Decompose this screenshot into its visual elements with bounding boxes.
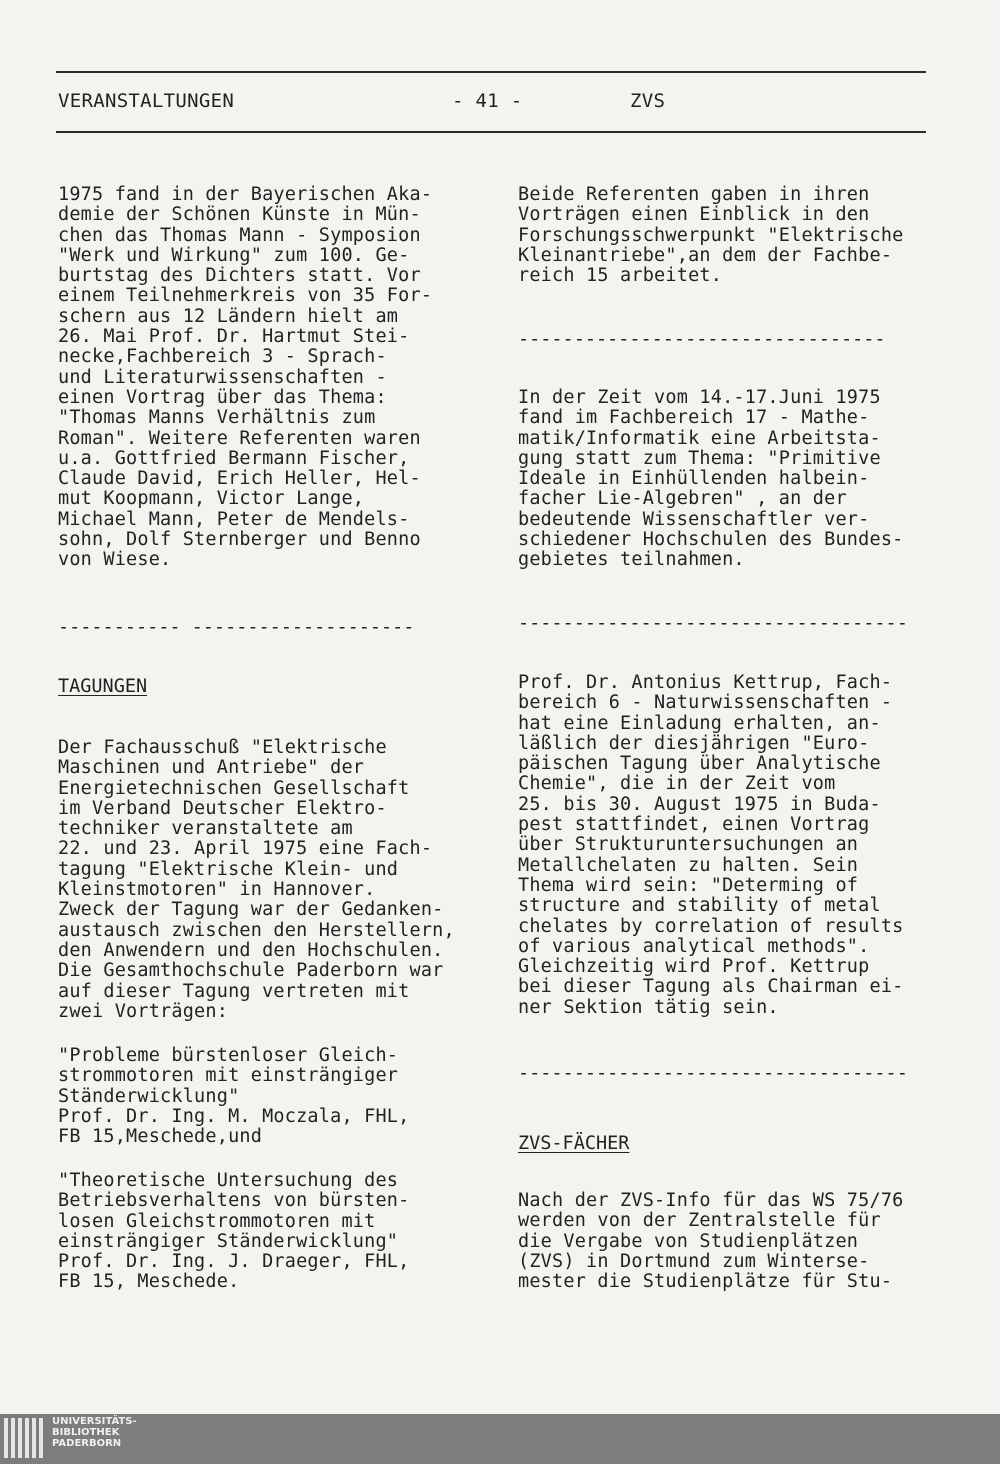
heading-tagungen: TAGUNGEN <box>58 676 148 697</box>
heading-zvs-faecher: ZVS-FÄCHER <box>518 1133 630 1154</box>
separator-line: ----------- -------------------- <box>58 617 415 638</box>
lecture-draeger: "Theoretische Untersuchung des Betriebsverhaltens von bürsten- losen Gleichstrommotoren mit einsträngiger Ständerwicklung" Prof. Dr. Ing. J. Draeger, FHL, FB 15, Meschede. <box>58 1170 410 1293</box>
separator-line: ----------------------------------- <box>518 613 908 634</box>
library-footer-bar <box>0 1414 1000 1464</box>
article-thomas-mann-symposion: 1975 fand in der Bayerischen Aka- demie der Schönen Künste in Mün- chen das Thomas Mann - Symposion "Werk und Wirkung" zum 100. Ge- burtstag des Dichters statt. Vor einem Teilnehmerkreis von 35 For- schern aus 12 Ländern hielt am 26. Mai Prof. Dr. Hartmut Stei- necke,Fachbereich 3 - Sprach- und Literaturwissenschaften - einen Vortrag über das Thema: "Thomas Manns Verhältnis zum Roman". Weitere Referenten waren u.a. Gottfried Bermann Fischer, Claude David, Erich Heller, Hel- mut Koopmann, Victor Lange, Michael Mann, Peter de Mendels- sohn, Dolf Sternberger und Benno von Wiese. <box>58 184 433 571</box>
section-title: VERANSTALTUNGEN <box>58 90 235 112</box>
article-fachausschuss: Der Fachausschuß "Elektrische Maschinen und Antriebe" der Energietechnischen Gesellschaft im Verband Deutscher Elektro- techniker veranstaltete am 22. und 23. April 1975 eine Fach- tagung "Elektrische Klein- und Kleinstmotoren" in Hannover. Zweck der Tagung war der Gedanken- austausch zwischen den Herstellern, den Anwendern und den Hochschulen. Die Gesamthochschule Paderborn war auf dieser Tagung vertreten mit zwei Vorträgen: <box>58 737 455 1022</box>
separator-line: --------------------------------- <box>518 329 886 350</box>
library-logo-text: UNIVERSITÄTS- BIBLIOTHEK PADERBORN <box>52 1416 137 1449</box>
separator-line: ----------------------------------- <box>518 1063 908 1084</box>
header-bottom-rule <box>56 131 926 133</box>
article-referenten: Beide Referenten gaben in ihren Vorträgen einen Einblick in den Forschungsschwerpunkt "Elektrische Kleinantriebe",an dem der Fachbe- reich 15 arbeitet. <box>518 184 904 287</box>
article-arbeitstagung-mathematik: In der Zeit vom 14.-17.Juni 1975 fand im Fachbereich 17 - Mathe- matik/Informatik eine Arbeitsta- gung statt zum Thema: "Primitive Ideale in Einhüllenden halbein- facher Lie-Algebren" , an der bedeutende Wissenschaftler ver- schiedener Hochschulen des Bundes- gebietes teilnahmen. <box>518 387 904 571</box>
lecture-moczala: "Probleme bürstenloser Gleich- strommotoren mit einsträngiger Ständerwicklung" Prof. Dr. Ing. M. Moczala, FHL, FB 15,Meschede,und <box>58 1045 410 1148</box>
article-zvs-info: Nach der ZVS-Info für das WS 75/76 werden von der Zentralstelle für die Vergabe von Studienplätzen (ZVS) in Dortmund zum Winterse- mester die Studienplätze für Stu- <box>518 1190 904 1293</box>
header-top-rule <box>56 71 926 73</box>
section-tag: ZVS <box>630 90 666 112</box>
page-number: - 41 - <box>452 90 523 112</box>
article-kettrup: Prof. Dr. Antonius Kettrup, Fach- bereich 6 - Naturwissenschaften - hat eine Einladung erhalten, an- läßlich der diesjährigen "Euro- päischen Tagung über Analytische Chemie", die in der Zeit vom 25. bis 30. August 1975 in Buda- pest stattfindet, einen Vortrag über Strukturuntersuchungen an Metallchelaten zu halten. Sein Thema wird sein: "Determing of structure and stability of metal chelates by correlation of results of various analytical methods". Gleichzeitig wird Prof. Kettrup bei dieser Tagung als Chairman ei- ner Sektion tätig sein. <box>518 672 904 1018</box>
library-logo-icon <box>4 1418 44 1458</box>
